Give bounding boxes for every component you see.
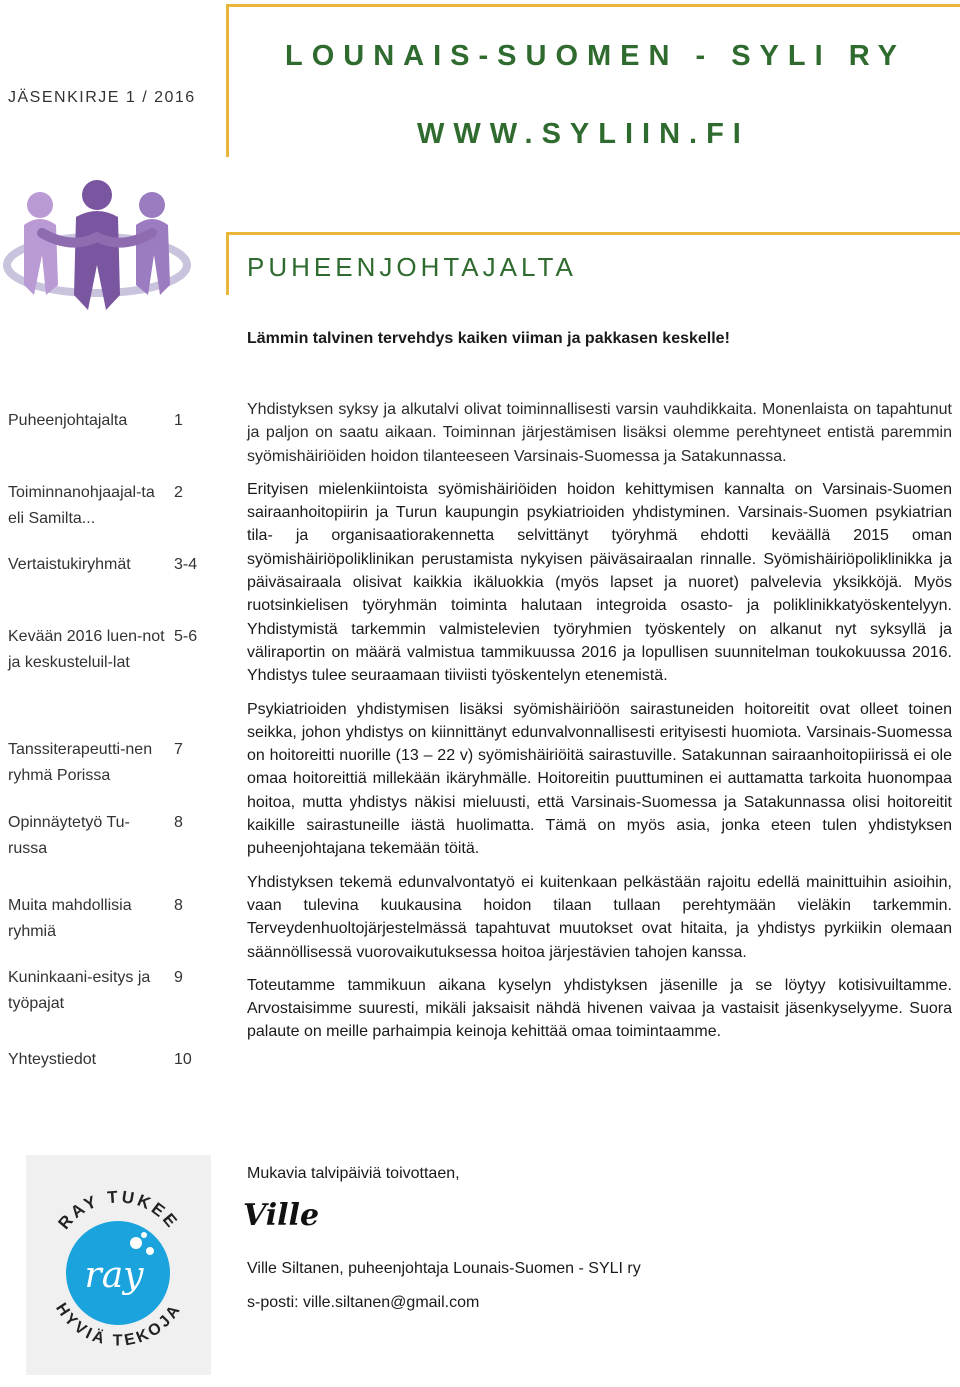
- toc-item-label: Toiminnanohjaajal-ta eli Samilta...: [8, 484, 155, 527]
- website-url: WWW.SYLIIN.FI: [417, 118, 750, 150]
- toc-item-label: Yhteystiedot: [8, 1051, 97, 1068]
- ray-logo-dot: [146, 1247, 154, 1255]
- ray-bottom-text: HYVIÄ TEKOJA: [52, 1300, 185, 1350]
- paragraph: Toteutamme tammikuun aikana kyselyn yhdistyksen jäsenille ja se löytyy kotisivuiltamme. Arvostaisimme suuresti, mikäli jaksaisit nähdä hivenen vaivaa ja vastaisit jäsenkyselyyme. Suora palaute on meille parhaimpia keinoja kehittää omaa toimintaamme.: [247, 976, 952, 1041]
- paragraph: Erityisen mielenkiintoista syömishäiriöiden hoidon kehittymisen kannalta on Varsinais-Suomen sairaanhoitopiirin ja Turun kaupungin psykiatrioiden yhdistyminen. Varsinais-Suomen psykiatrian tila- ja organisaatiorakennetta selvittänyt työryhmä ehdotti keväällä 2015 oman syömishäiriöpoliklinikan perustamista nykyisen päiväsairaalan rinnalle. Syömishäiriöpoliklinikka ja päiväsairaala olisivat kaikkia ikäluokkia (myös lapset ja nuoret) palvelevia yksikköjä. Myös ruotsinkielisen työryhmän toiminta halutaan integroida osasto- ja poliklinikkatyöskentelyyn. Yhdistymistä tarkemmin valmistelevien työryhmien työskentely on alkanut nyt syksyllä ja väliraportin on määrä valmistua tammikuussa 2016 ja lopullisen suunnitelman toukokuussa 2016. Yhdistys tulee seuraamaan tiiviisti työskentelyn etenemistä.: [247, 480, 952, 685]
- toc-item-page: 8: [174, 814, 183, 831]
- logo-linked-arms: [42, 233, 152, 243]
- ray-logo-dot: [141, 1232, 147, 1238]
- toc-item-page: 8: [174, 897, 183, 914]
- toc-item-label: Kevään 2016 luen-not ja keskusteluil-lat: [8, 628, 165, 671]
- ray-center-text: ray: [84, 1255, 144, 1296]
- toc-item-label: Kuninkaani-esitys ja työpajat: [8, 969, 151, 1012]
- toc-item-label: Muita mahdollisia ryhmiä: [8, 897, 132, 940]
- paragraph: Yhdistyksen syksy ja alkutalvi olivat toiminnallisesti varsin vauhdikkaita. Monenlaista on tapahtunut ja paljon on saatu aikaan. Toiminnan järjestämisen lisäksi olemme perehtyneet entistä paremmin syömishäiriöiden hoidon tilanteeseen Varsinais-Suomessa ja Satakunnassa.: [247, 401, 952, 465]
- signer-email-line: s-posti: ville.siltanen@gmail.com: [247, 1294, 480, 1311]
- ray-logo-box: [26, 1155, 211, 1375]
- ray-logo-dot: [130, 1237, 142, 1249]
- toc-item-page: 9: [174, 969, 183, 986]
- toc-item-page: 3-4: [174, 556, 198, 573]
- handwritten-signature: Ville: [243, 1198, 320, 1233]
- signer-name-line: Ville Siltanen, puheenjohtaja Lounais-Suomen - SYLI ry: [247, 1260, 641, 1277]
- paragraph: Psykiatrioiden yhdistymisen lisäksi syömishäiriöön sairastuneiden hoitoreitit ovat olleet toinen seikka, johon yhdistys on kiinnittänyt edunvalvonnallisesti erityisesti huomiota. Varsinais-Suomessa on hoitoreitti nuorille (13 – 22 v) syömishäiriöitä sairastuville. Satakunnan sairaanhoitopiirissä ei ole omaa hoitoreittiä millekään ikäryhmälle. Hoitoreitin puuttuminen ei auttamatta tarkoita huonompaa hoitoa, mutta yhdistys näkisi mieluusti, että Varsinais-Suomessa ja Satakunnassa olisi hoitoreitit kaikille sairastuneille iästä huolimatta. Tämä on myös asia, jonka eteen tulen yhdistyksen puheenjohtajana tekemään töitä.: [247, 700, 952, 858]
- letter-body: [247, 398, 952, 1054]
- section-heading: PUHEENJOHTAJALTA: [247, 252, 577, 282]
- toc-item-page: 10: [174, 1051, 192, 1068]
- organization-name: LOUNAIS-SUOMEN - SYLI RY: [285, 40, 906, 72]
- toc-item-page: 2: [174, 484, 183, 501]
- toc-item-label: Puheenjohtajalta: [8, 412, 128, 429]
- logo-person-head-right: [139, 192, 165, 218]
- toc-item-label: Vertaistukiryhmät: [8, 556, 131, 573]
- toc-item-page: 5-6: [174, 628, 198, 645]
- ray-logo: [26, 1155, 211, 1375]
- syli-people-logo: [2, 175, 192, 325]
- greeting-line: Lämmin talvinen tervehdys kaiken viiman ja pakkasen keskelle!: [247, 330, 730, 347]
- logo-person-head-center: [82, 180, 112, 210]
- issue-label: JÄSENKIRJE 1 / 2016: [8, 89, 196, 106]
- ray-top-text: RAY TUKEE: [54, 1187, 183, 1233]
- toc-item-label: Opinnäytetyö Tu-russa: [8, 814, 130, 857]
- toc-item-page: 7: [174, 741, 183, 758]
- paragraph: Yhdistyksen tekemä edunvalvontatyö ei kuitenkaan pelkästään rajoitu edellä mainittuihin asioihin, vaan tulevina kuukausina hoidon tilaan tullaan perehtymään vieläkin tarkemmin. Terveydenhuoltojärjestelmässä tapahtuvat muutokset ovat hitaita, ja yhdistys pyrkiikin olemaan säännöllisessä vuorovaikutuksessa hoitoa järjestävien tahojen kanssa.: [247, 873, 952, 961]
- logo-person-head-left: [27, 192, 53, 218]
- toc-item-page: 1: [174, 412, 183, 429]
- closing-wish: Mukavia talvipäiviä toivottaen,: [247, 1165, 460, 1182]
- toc-item-label: Tanssiterapeutti-nen ryhmä Porissa: [8, 741, 153, 784]
